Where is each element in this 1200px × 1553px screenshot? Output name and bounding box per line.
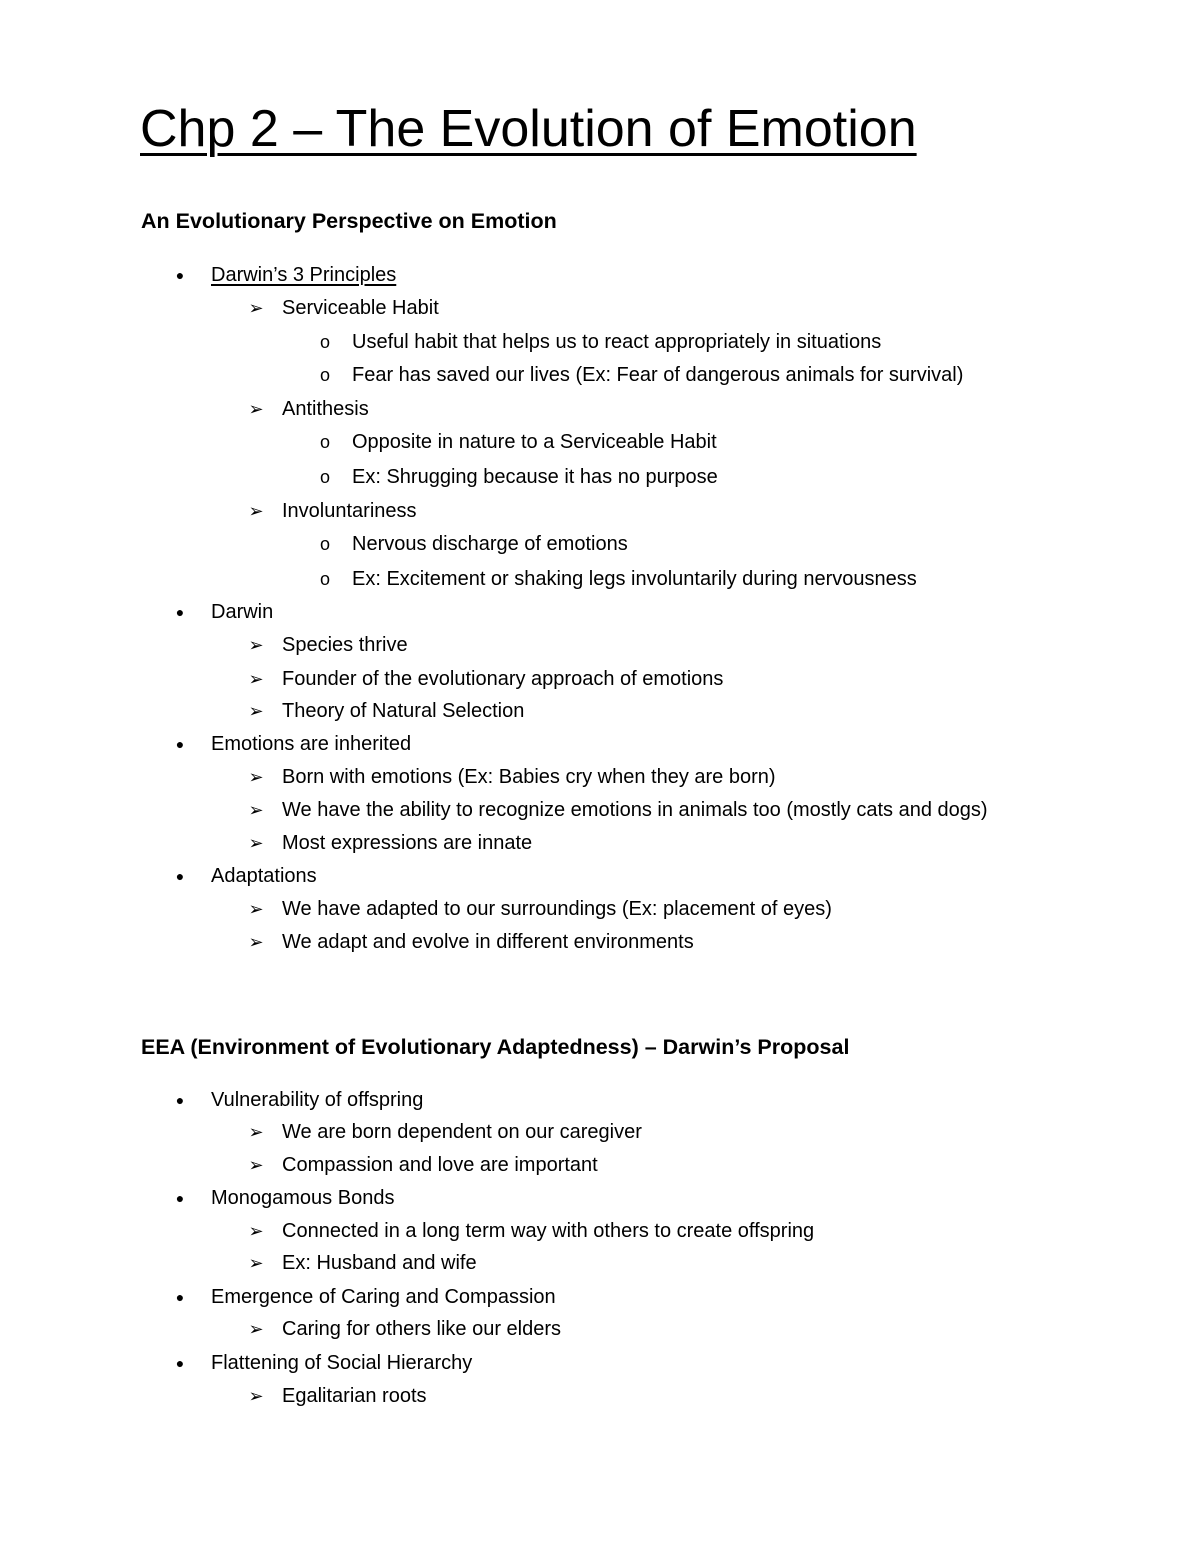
- arrowhead-bullet-icon: ➢: [248, 1155, 264, 1175]
- bullet-icon: ●: [175, 868, 185, 884]
- bullet-icon: ●: [175, 1289, 185, 1305]
- arrowhead-bullet-icon: ➢: [248, 669, 264, 689]
- circle-bullet-icon: o: [319, 569, 330, 589]
- bullet-icon: ●: [175, 736, 185, 752]
- arrowhead-bullet-icon: ➢: [248, 635, 264, 655]
- circle-bullet-icon: o: [319, 332, 330, 352]
- arrowhead-bullet-icon: ➢: [248, 701, 264, 721]
- arrowhead-bullet-icon: ➢: [248, 1122, 264, 1142]
- arrowhead-bullet-icon: ➢: [248, 932, 264, 952]
- bullet-icon: ●: [175, 604, 185, 620]
- arrowhead-bullet-icon: ➢: [248, 1319, 264, 1339]
- arrowhead-bullet-icon: ➢: [248, 298, 264, 318]
- arrowhead-bullet-icon: ➢: [248, 767, 264, 787]
- bullet-icon: ●: [175, 267, 185, 283]
- bullet-icon: ●: [175, 1355, 185, 1371]
- arrowhead-bullet-icon: ➢: [248, 1386, 264, 1406]
- section-heading-eea: EEA (Environment of Evolutionary Adaptedness) – Darwin’s Proposal: [141, 1035, 850, 1059]
- circle-bullet-icon: o: [319, 432, 330, 452]
- arrowhead-bullet-icon: ➢: [248, 899, 264, 919]
- document-page: Chp 2 – The Evolution of Emotion An Evolutionary Perspective on Emotion ● Darwin’s 3 Principles ➢ Serviceable Habit o Useful habit that helps us to react appropriately in situations o Fear has saved our lives (Ex: Fear of dangerous animals for survival) ➢ Antithesis o Opposite in nature to a Serviceable Habit o Ex: Shrugging because it has no purpose ➢ Involuntariness o Nervous discharge of emotions o Ex: Excitement or shaking legs involuntarily during nervousness ● Darwin ➢ Species thrive ➢ Founder of the evolutionary approach of emotions ➢ Theory of Natural Selection ● Emotions are inherited ➢ Born with emotions (Ex: Babies cry when they are born) ➢ We have the ability to recognize emotions in animals too (mostly cats and dogs) ➢ Most expressions are innate ● Adaptations ➢ We have adapted to our surroundings (Ex: placement of eyes) ➢ We adapt and evolve in different environments EEA (Environment of Evolutionary Adaptedness) – Darwin’s Proposal ● Vulnerability of offspring ➢ We are born dependent on our caregiver ➢ Compassion and love are important ● Monogamous Bonds ➢ Connected in a long term way with others to create offspring ➢ Ex: Husband and wife ● Emergence of Caring and Compassion ➢ Caring for others like our elders ● Flattening of Social Hierarchy ➢ Egalitarian roots: [0, 0, 1200, 1553]
- section-heading-evolutionary-perspective: An Evolutionary Perspective on Emotion: [141, 209, 557, 233]
- arrowhead-bullet-icon: ➢: [248, 800, 264, 820]
- circle-bullet-icon: o: [319, 365, 330, 385]
- circle-bullet-icon: o: [319, 467, 330, 487]
- page-title: Chp 2 – The Evolution of Emotion: [140, 100, 917, 158]
- arrowhead-bullet-icon: ➢: [248, 1221, 264, 1241]
- arrowhead-bullet-icon: ➢: [248, 833, 264, 853]
- arrowhead-bullet-icon: ➢: [248, 399, 264, 419]
- arrowhead-bullet-icon: ➢: [248, 1253, 264, 1273]
- bullet-icon: ●: [175, 1190, 185, 1206]
- bullet-icon: ●: [175, 1092, 185, 1108]
- circle-bullet-icon: o: [319, 534, 330, 554]
- arrowhead-bullet-icon: ➢: [248, 501, 264, 521]
